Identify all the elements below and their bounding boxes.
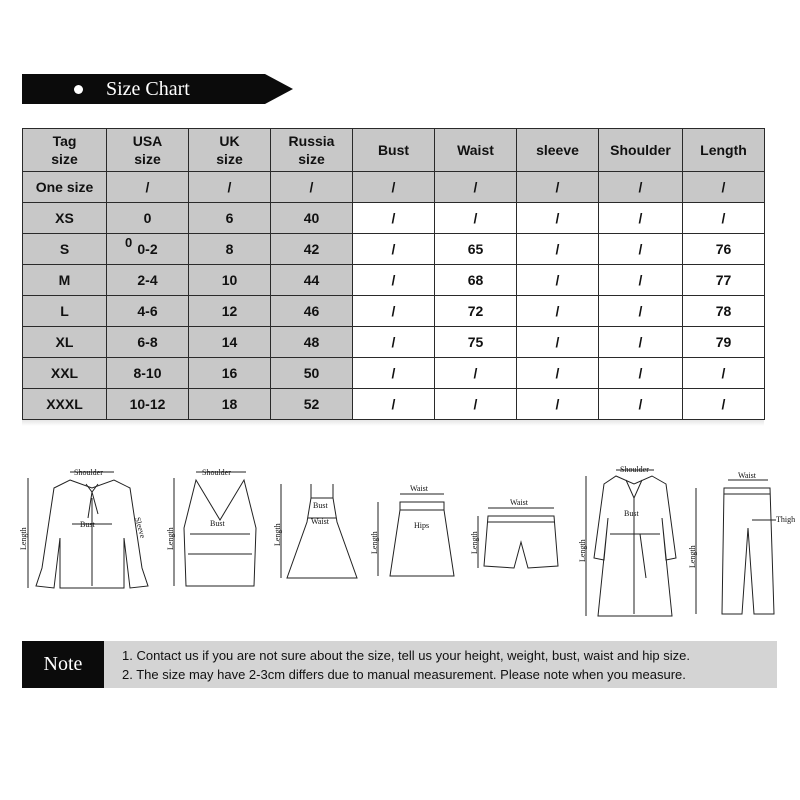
header-cell: sleeve xyxy=(517,129,599,172)
table-cell: / xyxy=(517,389,599,420)
table-cell: 8 xyxy=(189,234,271,265)
header-cell: Length xyxy=(683,129,765,172)
table-cell: 65 xyxy=(435,234,517,265)
table-cell: / xyxy=(353,358,435,389)
table-cell: 68 xyxy=(435,265,517,296)
shirt-bust-label: Bust xyxy=(80,520,95,529)
table-cell: / xyxy=(599,234,683,265)
shorts-diagram xyxy=(470,458,570,608)
size-chart-banner xyxy=(22,74,294,104)
table-cell: 4-6 xyxy=(107,296,189,327)
table-row xyxy=(23,203,765,234)
table-cell: 12 xyxy=(189,296,271,327)
table-cell: 44 xyxy=(271,265,353,296)
table-cell: / xyxy=(435,389,517,420)
table-cell: 78 xyxy=(683,296,765,327)
bullet-icon xyxy=(74,85,83,94)
coat-bust-label: Bust xyxy=(624,509,639,518)
table-cell: / xyxy=(599,265,683,296)
pants-thigh-label: Thigh xyxy=(776,515,796,524)
shirt-length-label: Length xyxy=(19,527,28,550)
table-cell: / xyxy=(353,327,435,358)
skirt-length-label: Length xyxy=(370,531,379,554)
note-box xyxy=(22,641,777,688)
tag-size-cell: One size xyxy=(23,172,107,203)
table-cell: / xyxy=(599,203,683,234)
tag-size-cell: S xyxy=(23,234,107,265)
tag-size-cell: L xyxy=(23,296,107,327)
table-row xyxy=(23,327,765,358)
vest-diagram xyxy=(168,458,273,608)
table-cell: / xyxy=(599,358,683,389)
tag-size-cell: XS xyxy=(23,203,107,234)
dress-length-label: Length xyxy=(273,523,282,546)
table-cell: 75 xyxy=(435,327,517,358)
shorts-length-label: Length xyxy=(470,531,479,554)
note-line-2: 2. The size may have 2-3cm differs due to manual measurement. Please note when you measure. xyxy=(122,667,686,682)
table-cell: / xyxy=(435,172,517,203)
coat-shoulder-label: Shoulder xyxy=(620,465,649,474)
table-cell: 14 xyxy=(189,327,271,358)
table-cell: / xyxy=(271,172,353,203)
table-cell: 8-10 xyxy=(107,358,189,389)
table-cell: / xyxy=(599,389,683,420)
note-label: Note xyxy=(22,641,104,688)
table-cell: / xyxy=(435,358,517,389)
vest-length-label: Length xyxy=(166,527,175,550)
skirt-hips-label: Hips xyxy=(414,521,430,530)
table-cell: / xyxy=(517,172,599,203)
table-cell: 18 xyxy=(189,389,271,420)
table-cell: 50 xyxy=(271,358,353,389)
table-cell: 6-8 xyxy=(107,327,189,358)
pants-length-label: Length xyxy=(688,545,697,568)
table-cell: / xyxy=(599,172,683,203)
table-row xyxy=(23,358,765,389)
shorts-waist-label: Waist xyxy=(510,498,529,507)
table-cell: / xyxy=(353,296,435,327)
skirt-diagram xyxy=(370,458,465,608)
table-cell: 10-12 xyxy=(107,389,189,420)
table-cell: / xyxy=(517,203,599,234)
pants-diagram xyxy=(688,458,796,623)
header-cell: Bust xyxy=(353,129,435,172)
table-cell: / xyxy=(353,172,435,203)
shirt-shoulder-label: Shoulder xyxy=(74,468,103,477)
vest-shoulder-label: Shoulder xyxy=(202,468,231,477)
skirt-waist-label: Waist xyxy=(410,484,429,493)
table-cell: 40 xyxy=(271,203,353,234)
table-cell: 77 xyxy=(683,265,765,296)
table-cell: / xyxy=(517,296,599,327)
table-cell: / xyxy=(435,203,517,234)
table-cell: / xyxy=(107,172,189,203)
table-header-row xyxy=(23,129,765,172)
table-cell: 42 xyxy=(271,234,353,265)
header-cell: UK size xyxy=(189,129,271,172)
table-cell: / xyxy=(517,327,599,358)
vest-bust-label: Bust xyxy=(210,519,225,528)
table-cell: / xyxy=(599,327,683,358)
table-cell: 79 xyxy=(683,327,765,358)
table-cell: / xyxy=(599,296,683,327)
dress-diagram xyxy=(275,458,370,608)
tag-size-cell: XL xyxy=(23,327,107,358)
table-shadow xyxy=(22,420,764,426)
note-line-1: 1. Contact us if you are not sure about the size, tell us your height, weight, bust, waist and hip size. xyxy=(122,648,690,663)
header-cell: Waist xyxy=(435,129,517,172)
table-cell: / xyxy=(683,203,765,234)
table-cell: / xyxy=(353,234,435,265)
table-cell: 52 xyxy=(271,389,353,420)
header-cell: USA size xyxy=(107,129,189,172)
table-cell: / xyxy=(353,203,435,234)
table-row xyxy=(23,234,765,265)
table-cell: / xyxy=(683,172,765,203)
shirt-diagram xyxy=(20,458,165,608)
table-cell xyxy=(107,234,189,265)
size-table xyxy=(22,128,765,420)
coat-diagram xyxy=(580,458,690,623)
tag-size-cell: XXXL xyxy=(23,389,107,420)
table-cell: / xyxy=(517,234,599,265)
header-cell: Tag size xyxy=(23,129,107,172)
table-cell: 76 xyxy=(683,234,765,265)
dress-bust-label: Bust xyxy=(313,501,328,510)
stray-mark: 0 xyxy=(125,235,133,250)
pants-waist-label: Waist xyxy=(738,471,757,480)
table-row xyxy=(23,265,765,296)
table-cell: 48 xyxy=(271,327,353,358)
header-cell: Shoulder xyxy=(599,129,683,172)
table-cell: / xyxy=(683,358,765,389)
table-row xyxy=(23,389,765,420)
banner-title: Size Chart xyxy=(106,78,190,100)
header-cell: Russia size xyxy=(271,129,353,172)
table-cell: / xyxy=(683,389,765,420)
table-cell: / xyxy=(517,265,599,296)
table-cell: 2-4 xyxy=(107,265,189,296)
table-cell: 72 xyxy=(435,296,517,327)
table-cell: / xyxy=(353,389,435,420)
tag-size-cell: M xyxy=(23,265,107,296)
table-cell: 16 xyxy=(189,358,271,389)
dress-waist-label: Waist xyxy=(311,517,330,526)
table-cell: / xyxy=(353,265,435,296)
table-cell: / xyxy=(517,358,599,389)
table-row xyxy=(23,172,765,203)
table-cell: 0 xyxy=(107,203,189,234)
table-row xyxy=(23,296,765,327)
coat-length-label: Length xyxy=(578,539,587,562)
garment-diagrams xyxy=(19,458,796,633)
table-cell: / xyxy=(189,172,271,203)
tag-size-cell: XXL xyxy=(23,358,107,389)
table-cell: 6 xyxy=(189,203,271,234)
cell-value: 0-2 xyxy=(137,241,158,257)
table-cell: 46 xyxy=(271,296,353,327)
shirt-sleeve-label: Sleeve xyxy=(133,516,148,540)
table-cell: 10 xyxy=(189,265,271,296)
